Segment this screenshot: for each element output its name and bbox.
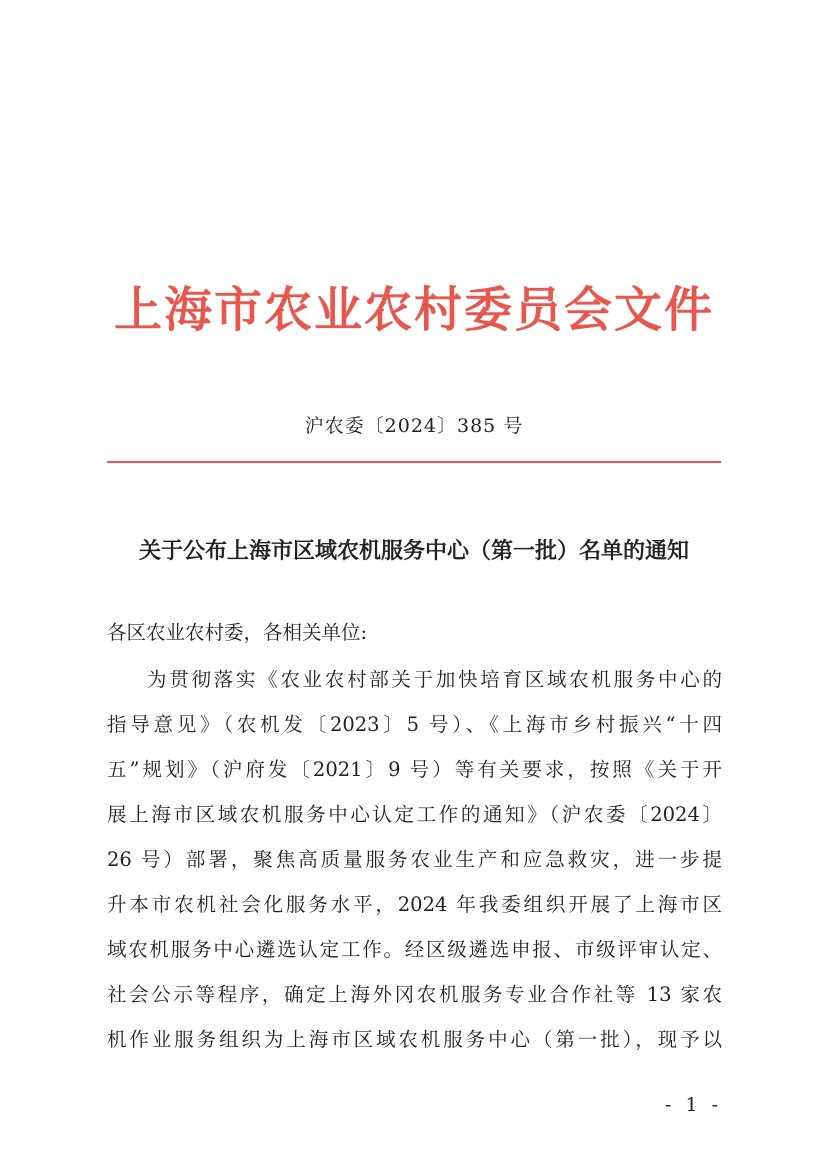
body-paragraph-line: 展上海市区域农机服务中心认定工作的通知》（沪农委〔2024〕 [107, 803, 722, 826]
body-paragraph-line: 升本市农机社会化服务水平，2024 年我委组织开展了上海市区 [107, 893, 722, 916]
document-title: 关于公布上海市区域农机服务中心（第一批）名单的通知 [138, 539, 689, 564]
body-paragraph-line: 社会公示等程序，确定上海外冈农机服务专业合作社等 13 家农 [107, 983, 722, 1006]
issuing-authority-masthead: 上海市农业农村委员会文件 [113, 282, 714, 338]
body-paragraph-line: 为贯彻落实《农业农村部关于加快培育区域农机服务中心的 [147, 668, 722, 691]
body-paragraph-line: 域农机服务中心遴选认定工作。经区级遴选申报、市级评审认定、 [107, 938, 722, 961]
body-paragraph-line: 26 号）部署，聚焦高质量服务农业生产和应急救灾，进一步提 [107, 848, 722, 871]
document-number: 沪农委〔2024〕385 号 [304, 415, 524, 437]
page-number: - 1 - [664, 1094, 722, 1116]
body-paragraph-line: 五”规划》（沪府发〔2021〕9 号）等有关要求，按照《关于开 [107, 758, 722, 781]
salutation: 各区农业农村委，各相关单位: [107, 621, 368, 644]
body-paragraph-line: 指导意见》（农机发〔2023〕5 号）、《上海市乡村振兴“十四 [107, 713, 722, 736]
body-paragraph-line: 机作业服务组织为上海市区域农机服务中心（第一批），现予以 [107, 1028, 722, 1051]
red-divider-line [107, 461, 721, 463]
